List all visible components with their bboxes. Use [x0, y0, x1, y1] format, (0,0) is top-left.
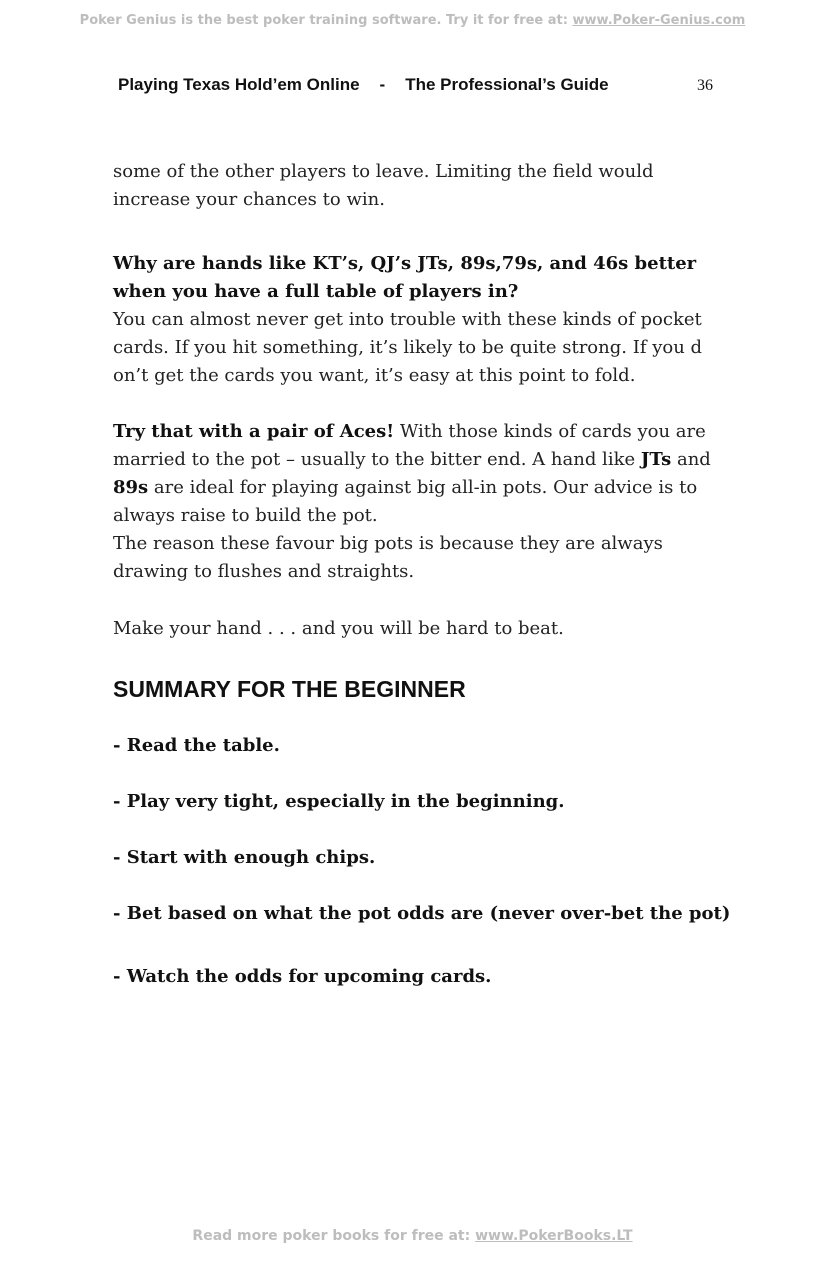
answer-paragraph: You can almost never get into trouble with these kinds of pocket cards. If you hit something, it’s likely to be quite strong. If you d on’t get the cards you want, it’s easy at this point to fold.	[113, 309, 703, 386]
hand-89s: 89s	[113, 477, 149, 498]
summary-item: - Bet based on what the pot odds are (never over-bet the pot)	[113, 903, 731, 924]
running-head-separator: -	[379, 75, 386, 94]
top-banner-text: Poker Genius is the best poker training software. Try it for free at:	[79, 13, 573, 28]
bottom-promo-banner	[0, 1228, 825, 1244]
aces-text-1: With those kinds of cards you are married to the pot – usually to the bitter end. A hand like	[113, 421, 706, 470]
question-heading: Why are hands like KT’s, QJ’s JTs, 89s,79s, and 46s better when you have a full table of players in?	[113, 253, 697, 302]
pokerbooks-link[interactable]: www.PokerBooks.LT	[475, 1228, 633, 1244]
question-block	[113, 250, 723, 390]
hand-jts: JTs	[640, 449, 672, 470]
bottom-banner-text: Read more poker books for free at:	[192, 1228, 476, 1244]
aces-block	[113, 418, 723, 586]
summary-item: - Read the table.	[113, 735, 280, 756]
book-title: Playing Texas Hold’em Online	[118, 75, 360, 94]
paragraph-text: some of the other players to leave. Limiting the field would increase your chances to win.	[113, 161, 654, 210]
aces-text-2: are ideal for playing against big all-in pots. Our advice is to always raise to build the pot.	[113, 477, 698, 526]
closing-block	[113, 615, 723, 643]
favour-paragraph: The reason these favour big pots is because they are always drawing to flushes and straights.	[113, 533, 663, 582]
aces-text-and: and	[671, 449, 711, 470]
aces-lead: Try that with a pair of Aces!	[113, 421, 395, 442]
book-subtitle: The Professional’s Guide	[405, 75, 609, 94]
paragraph-continuation	[113, 158, 723, 214]
summary-item: - Start with enough chips.	[113, 847, 376, 868]
poker-genius-link[interactable]: www.Poker-Genius.com	[572, 13, 746, 28]
summary-item: - Play very tight, especially in the beginning.	[113, 791, 565, 812]
page-number: 36	[697, 77, 713, 94]
closing-paragraph: Make your hand . . . and you will be hard to beat.	[113, 618, 564, 639]
summary-item: - Watch the odds for upcoming cards.	[113, 966, 492, 987]
summary-heading: SUMMARY FOR THE BEGINNER	[113, 676, 466, 702]
aces-paragraph	[113, 418, 723, 530]
running-head	[118, 75, 609, 95]
top-promo-banner	[0, 13, 825, 28]
